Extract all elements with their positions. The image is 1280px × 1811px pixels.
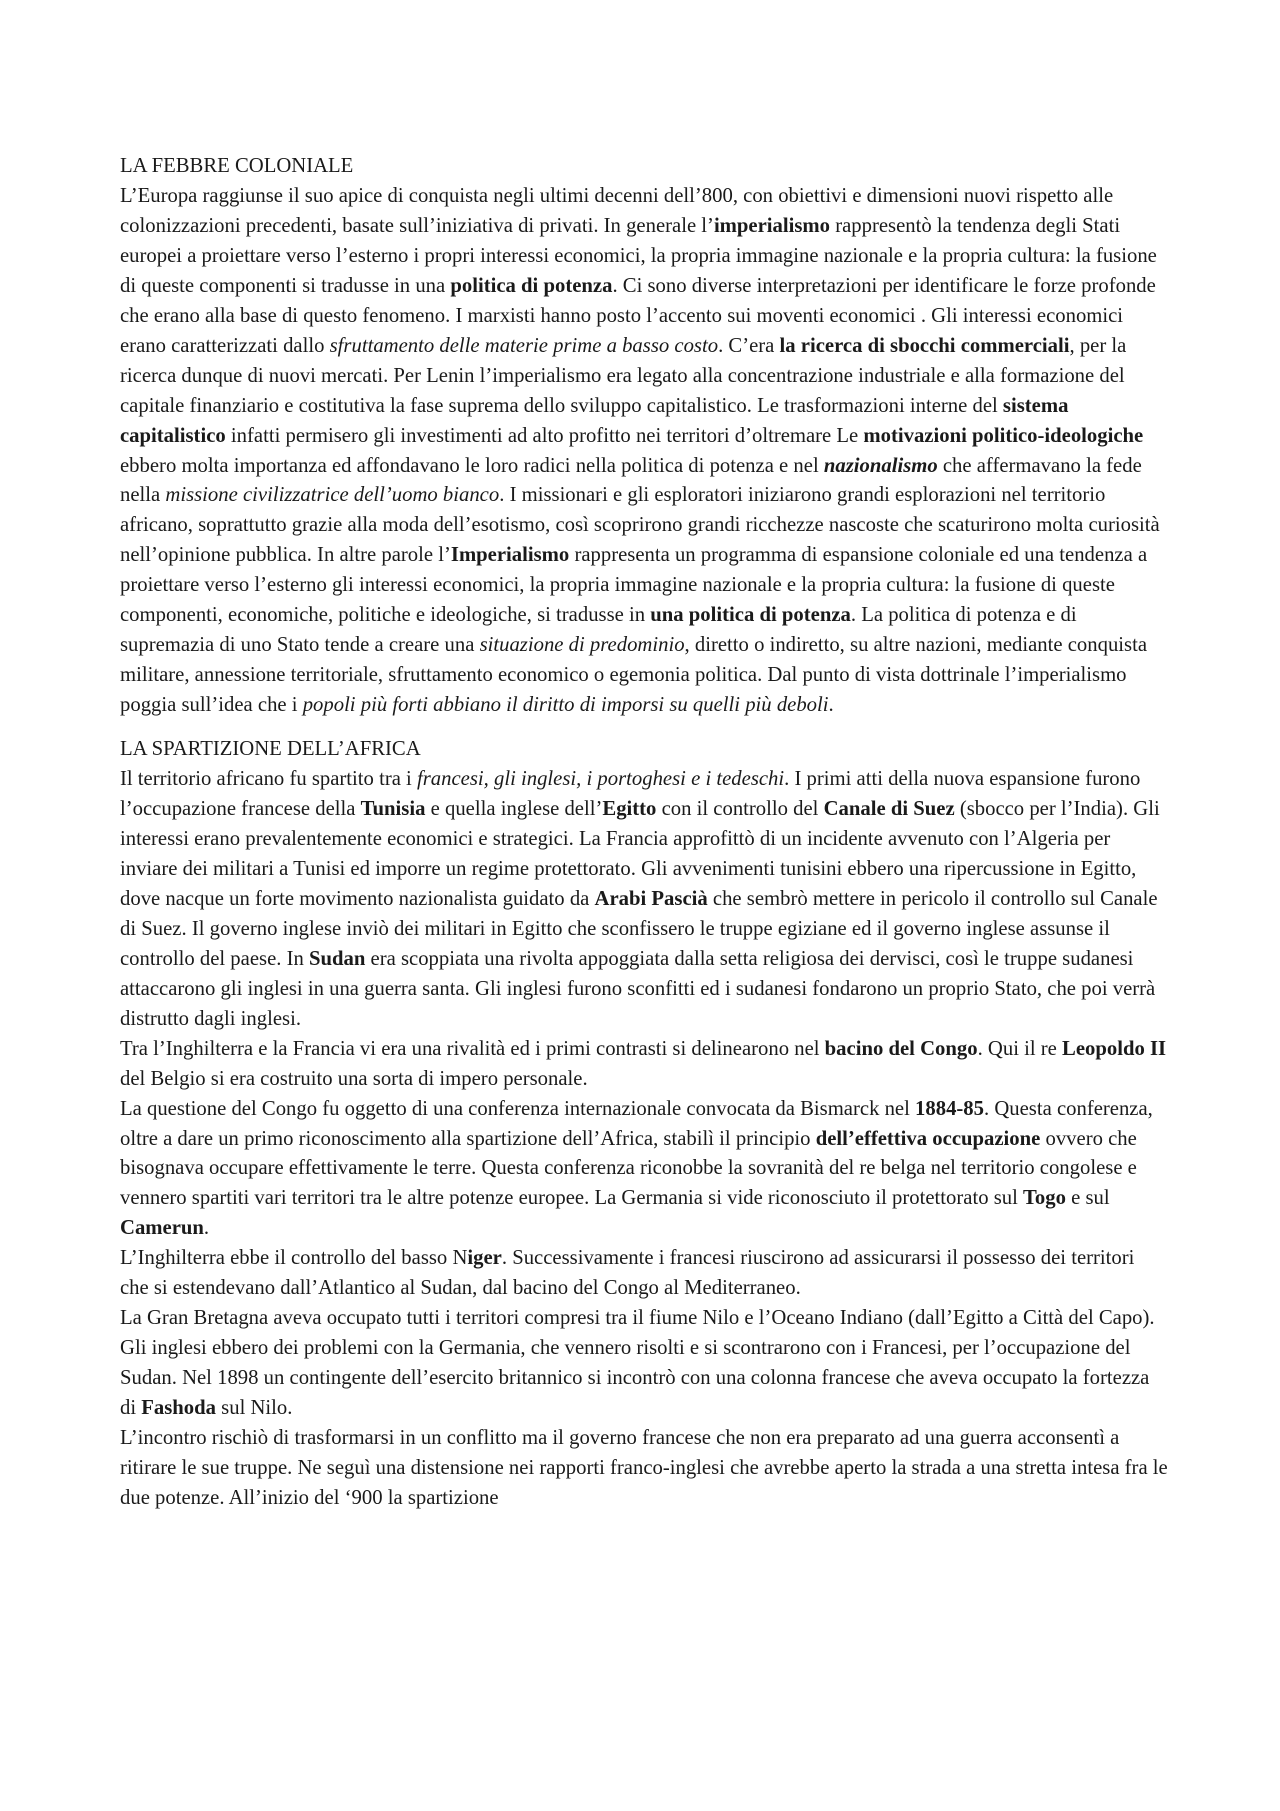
text-run: ovvero che bisognava occupare effettivamente le terre. Questa conferenza riconobbe la sovranità del re belga nel territorio congolese e vennero spartiti vari territori tra le altre potenze europee. La Germania si vide riconosciuto il protettorato sul <box>120 1127 1137 1210</box>
bold-text: politica di potenza <box>450 274 613 297</box>
text-run: sul Nilo. <box>216 1397 293 1420</box>
text-run: del Belgio si era costruito una sorta di impero personale. <box>120 1067 588 1090</box>
section-body-spartizione-africa <box>120 765 1168 1514</box>
bold-text: iger <box>467 1247 502 1270</box>
section-body-febbre-coloniale <box>120 182 1168 721</box>
text-run: Tra l’Inghilterra e la Francia vi era una rivalità ed i primi contrasti si delinearono nel <box>120 1037 825 1060</box>
text-run: . I primi atti della nuova espansione furono l’occupazione francese della <box>120 768 1141 821</box>
italic-text: francesi, gli inglesi, i portoghesi e i tedeschi <box>416 768 785 791</box>
text-run: che sembrò mettere in pericolo il controllo sul Canale di Suez. Il governo inglese inviò dei militari in Egitto che sconfissero le truppe egiziane ed il governo inglese assunse il controllo del paese. In <box>120 887 1158 970</box>
text-run: rappresentò la tendenza degli Stati europei a proiettare verso l’esterno i propri interessi economici, la propria immagine nazionale e la propria cultura: la fusione di queste componenti si tradusse in una <box>120 214 1157 297</box>
bold-text: Egitto <box>602 798 657 821</box>
text-run: . I missionari e gli esploratori iniziarono grandi esplorazioni nel territorio africano, soprattutto grazie alla moda dell’esotismo, così scoprirono grandi ricchezze nascoste che scaturirono molta curiosità nell’opinione pubblica. In altre parole l’ <box>120 484 1160 567</box>
italic-text: situazione di predominio <box>479 634 685 657</box>
paragraph <box>120 1035 1168 1095</box>
text-run: . Qui il re <box>977 1037 1063 1060</box>
bold-text: bacino del Congo <box>824 1037 978 1060</box>
paragraph <box>120 1095 1168 1245</box>
text-run: . Ci sono diverse interpretazioni per identificare le forze profonde che erano alla base di questo fenomeno. I marxisti hanno posto l’accento sui moventi economici . Gli interessi economici erano caratterizzati dallo <box>120 274 1156 357</box>
text-run: ebbero molta importanza ed affondavano le loro radici nella politica di potenza e nel <box>120 454 824 477</box>
text-run: La Gran Bretagna aveva occupato tutti i territori compresi tra il fiume Nilo e l’Oceano Indiano (dall’Egitto a Città del Capo). Gli inglesi ebbero dei problemi con la Germania, che vennero risolti e si scontrarono con i Francesi, per l’occupazione del Sudan. Nel 1898 un contingente dell’esercito britannico si incontrò con una colonna francese che aveva occupato la fortezza di <box>120 1307 1155 1420</box>
italic-text: missione civilizzatrice dell’uomo bianco <box>165 484 500 507</box>
text-run: La questione del Congo fu oggetto di una conferenza internazionale convocata da Bismarck nel <box>120 1097 916 1120</box>
bold-text: sistema capitalistico <box>120 394 1069 447</box>
document-page <box>120 152 1168 1514</box>
bold-text: Togo <box>1023 1187 1066 1210</box>
paragraph <box>120 1244 1168 1304</box>
text-run: L’incontro rischiò di trasformarsi in un conflitto ma il governo francese che non era preparato ad una guerra acconsentì a ritirare le sue truppe. Ne seguì una distensione nei rapporti franco-inglesi che avrebbe aperto la strada a una stretta intesa fra le due potenze. All’inizio del ‘900 la spartizione <box>120 1427 1168 1509</box>
text-run: . Successivamente i francesi riuscirono ad assicurarsi il possesso dei territori che si estendevano dall’Atlantico al Sudan, dal bacino del Congo al Mediterraneo. <box>120 1247 1135 1300</box>
bold-text: dell’effettiva occupazione <box>815 1127 1041 1150</box>
bold-text: Arabi Pascià <box>594 887 708 910</box>
bold-text: Camerun <box>120 1217 204 1240</box>
italic-text: sfruttamento delle materie prime a basso costo <box>329 334 719 357</box>
text-run: Il territorio africano fu spartito tra i <box>120 768 417 791</box>
section-title-spartizione-africa: LA SPARTIZIONE DELL’AFRICA <box>120 738 421 761</box>
italic-text: popoli più forti abbiano il diritto di imporsi su quelli più deboli <box>302 694 829 717</box>
bold-text: una politica di potenza <box>650 604 851 627</box>
bold-text: Leopoldo II <box>1062 1037 1167 1060</box>
text-run: L’Inghilterra ebbe il controllo del basso N <box>120 1247 468 1270</box>
text-run: rappresenta un programma di espansione coloniale ed una tendenza a proiettare verso l’esterno gli interessi economici, la propria immagine nazionale e la propria cultura: la fusione di queste componenti, economiche, politiche e ideologiche, si tradusse in <box>120 544 1148 627</box>
bold-text: Sudan <box>309 947 366 970</box>
text-run: , diretto o indiretto, su altre nazioni, mediante conquista militare, annessione territoriale, sfruttamento economico o egemonia politica. Dal punto di vista dottrinale l’imperialismo poggia sull’idea che i <box>120 634 1148 717</box>
text-run: e sul <box>1065 1187 1110 1210</box>
bold-text: Fashoda <box>141 1397 216 1420</box>
bold-italic-text: nazionalismo <box>823 454 938 477</box>
bold-text: Canale di Suez <box>823 798 955 821</box>
bold-text: Imperialismo <box>450 544 570 567</box>
text-run: . Questa conferenza, oltre a dare un primo riconoscimento alla spartizione dell’Africa, stabilì il principio <box>120 1097 1153 1150</box>
paragraph <box>120 765 1168 1035</box>
bold-text: motivazioni politico-ideologiche <box>863 424 1144 447</box>
text-run: con il controllo del <box>656 798 824 821</box>
text-run: e quella inglese dell’ <box>425 798 603 821</box>
text-run: . <box>828 694 834 717</box>
text-run: . <box>203 1217 210 1240</box>
bold-text: la ricerca di sbocchi commerciali <box>779 334 1070 357</box>
text-run: infatti permisero gli investimenti ad alto profitto nei territori d’oltremare Le <box>225 424 864 447</box>
paragraph <box>120 1424 1168 1514</box>
bold-text: imperialismo <box>713 214 831 237</box>
text-run: (sbocco per l’India). Gli interessi erano prevalentemente economici e strategici. La Francia approfittò di un incidente avvenuto con l’Algeria per inviare dei militari a Tunisi ed imporre un regime protettorato. Gli avvenimenti tunisini ebbero una ripercussione in Egitto, dove nacque un forte movimento nazionalista guidato da <box>120 798 1160 910</box>
text-run: che affermavano la fede nella <box>120 454 1142 507</box>
paragraph <box>120 1304 1168 1424</box>
text-run: era scoppiata una rivolta appoggiata dalla setta religiosa dei dervisci, così le truppe sudanesi attaccarono gli inglesi in una guerra santa. Gli inglesi furono sconfitti ed i sudanesi fondarono un proprio Stato, che poi verrà distrutto dagli inglesi. <box>120 947 1156 1030</box>
text-run: L’Europa raggiunse il suo apice di conquista negli ultimi decenni dell’800, con obiettivi e dimensioni nuovi rispetto alle colonizzazioni precedenti, basate sull’iniziativa di privati. In generale l’ <box>120 184 1114 237</box>
section-title-febbre-coloniale: LA FEBBRE COLONIALE <box>120 155 354 177</box>
bold-text: 1884-85 <box>915 1097 984 1120</box>
text-run: . La politica di potenza e di supremazia di uno Stato tende a creare una <box>120 604 1077 657</box>
text-run: , per la ricerca dunque di nuovi mercati. Per Lenin l’imperialismo era legato alla concentrazione industriale e alla formazione del capitale finanziario e costitutiva la fase suprema dello sviluppo capitalistico. Le trasformazioni interne del <box>120 334 1127 417</box>
text-run: . C’era <box>718 334 780 357</box>
bold-text: Tunisia <box>360 798 426 821</box>
